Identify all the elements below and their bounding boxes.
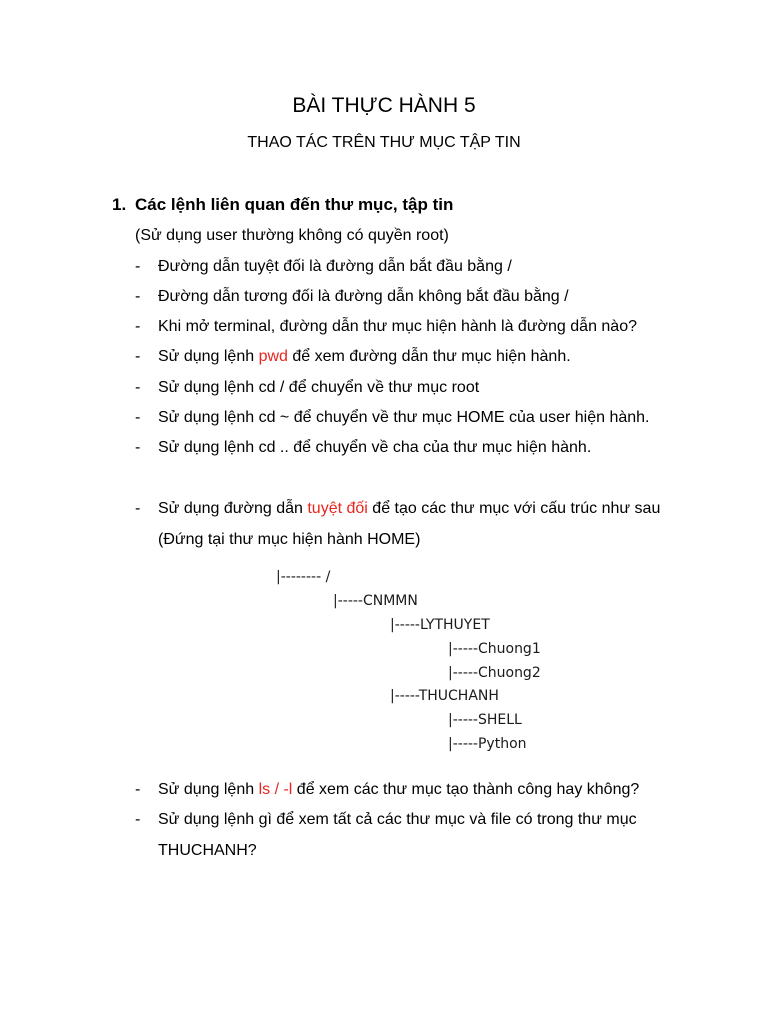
command-highlight: ls / -l: [258, 781, 293, 798]
bullet-text: [158, 498, 660, 520]
bullet-continuation: THUCHANH?: [158, 842, 257, 859]
bullet-dash: -: [135, 439, 141, 456]
bullet-text: Đường dẫn tuyệt đối là đường dẫn bắt đầu bằng /: [158, 258, 512, 275]
tree-node-chuong1: |-----Chuong1: [448, 641, 541, 657]
bullet-dash: -: [135, 288, 141, 305]
bullet-text-after: để xem đường dẫn thư mục hiện hành.: [287, 348, 571, 365]
bullet-text-before: Sử dụng lệnh: [158, 781, 259, 798]
tree-node-shell: |-----SHELL: [448, 712, 522, 728]
command-highlight: pwd: [258, 348, 288, 365]
page-subtitle: THAO TÁC TRÊN THƯ MỤC TẬP TIN: [247, 134, 521, 151]
bullet-continuation: (Đứng tại thư mục hiện hành HOME): [158, 531, 421, 548]
section-number: 1.: [112, 195, 127, 214]
bullet-text: Sử dụng lệnh cd ~ để chuyển về thư mục HOME của user hiện hành.: [158, 409, 650, 426]
path-highlight: tuyệt đối: [307, 500, 368, 517]
page-title: BÀI THỰC HÀNH 5: [292, 94, 476, 117]
tree-node-lythuyet: |-----LYTHUYET: [390, 617, 490, 633]
section-heading: [112, 194, 453, 216]
bullet-dash: -: [135, 379, 141, 396]
bullet-dash: -: [135, 348, 141, 365]
bullet-text-after: để xem các thư mục tạo thành công hay không?: [292, 781, 640, 798]
tree-node-cnmmn: |-----CNMMN: [333, 593, 418, 609]
bullet-text-after: để tạo các thư mục với cấu trúc như sau: [367, 500, 661, 517]
tree-root: |-------- /: [276, 569, 331, 585]
bullet-text: [158, 779, 639, 801]
bullet-dash: -: [135, 258, 141, 275]
bullet-dash: -: [135, 811, 141, 828]
bullet-text: [158, 346, 571, 368]
bullet-dash: -: [135, 500, 141, 517]
bullet-text-before: Sử dụng đường dẫn: [158, 500, 308, 517]
tree-node-python: |-----Python: [448, 736, 527, 752]
bullet-text: Khi mở terminal, đường dẫn thư mục hiện hành là đường dẫn nào?: [158, 318, 637, 335]
tree-node-chuong2: |-----Chuong2: [448, 665, 541, 681]
bullet-dash: -: [135, 409, 141, 426]
bullet-dash: -: [135, 781, 141, 798]
section-note: (Sử dụng user thường không có quyền root): [135, 227, 449, 244]
bullet-text: Sử dụng lệnh cd / để chuyển về thư mục root: [158, 379, 480, 396]
tree-node-thuchanh: |-----THUCHANH: [390, 688, 499, 704]
bullet-text-before: Sử dụng lệnh: [158, 348, 259, 365]
section-heading-text: Các lệnh liên quan đến thư mục, tập tin: [135, 195, 454, 214]
bullet-text: Đường dẫn tương đối là đường dẫn không bắt đầu bằng /: [158, 288, 569, 305]
bullet-text: Sử dụng lệnh cd .. để chuyển về cha của thư mục hiện hành.: [158, 439, 592, 456]
bullet-text: Sử dụng lệnh gì để xem tất cả các thư mục và file có trong thư mục: [158, 811, 637, 828]
bullet-dash: -: [135, 318, 141, 335]
